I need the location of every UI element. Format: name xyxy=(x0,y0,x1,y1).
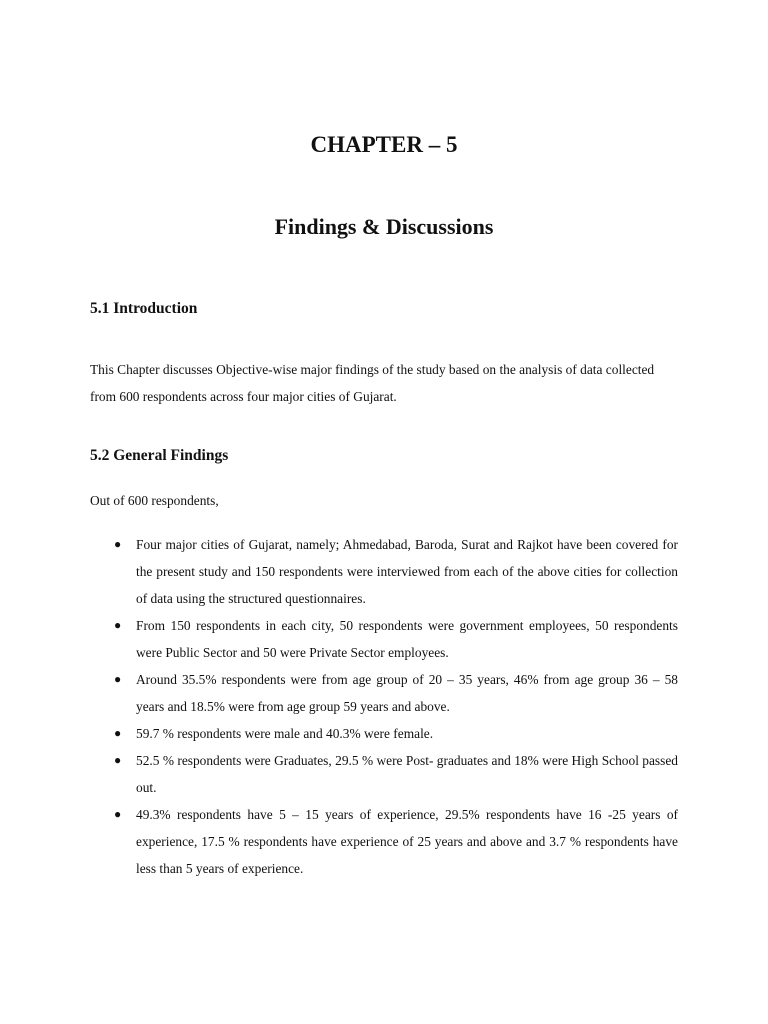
list-item xyxy=(90,531,678,612)
bullet-icon: ● xyxy=(114,618,122,632)
bullet-icon: ● xyxy=(114,726,122,740)
list-item xyxy=(90,612,678,666)
list-item xyxy=(90,720,678,747)
general-findings-lead: Out of 600 respondents, xyxy=(90,493,219,508)
section-heading-introduction: 5.1 Introduction xyxy=(90,300,198,317)
list-item xyxy=(90,747,678,801)
bullet-icon: ● xyxy=(114,537,122,551)
list-item-text: Four major cities of Gujarat, namely; Ahmedabad, Baroda, Surat and Rajkot have been covered for the present study and 150 respondents were interviewed from each of the above cities for collection of data using the structured questionnaires. xyxy=(136,537,678,606)
list-item xyxy=(90,666,678,720)
list-item-text: From 150 respondents in each city, 50 respondents were government employees, 50 respondents were Public Sector and 50 were Private Sector employees. xyxy=(136,618,678,660)
section-heading-general-findings: 5.2 General Findings xyxy=(90,447,229,464)
list-item-text: Around 35.5% respondents were from age group of 20 – 35 years, 46% from age group 36 – 58 years and 18.5% were from age group 59 years and above. xyxy=(136,672,678,714)
bullet-icon: ● xyxy=(114,807,122,821)
bullet-icon: ● xyxy=(114,672,122,686)
list-item xyxy=(90,801,678,882)
bullet-icon: ● xyxy=(114,753,122,767)
list-item-text: 49.3% respondents have 5 – 15 years of experience, 29.5% respondents have 16 -25 years of experience, 17.5 % respondents have experience of 25 years and above and 3.7 % respondents have less than 5 years of experience. xyxy=(136,807,678,876)
list-item-text: 52.5 % respondents were Graduates, 29.5 % were Post- graduates and 18% were High School passed out. xyxy=(136,753,678,795)
introduction-paragraph: This Chapter discusses Objective-wise major findings of the study based on the analysis of data collected from 600 respondents across four major cities of Gujarat. xyxy=(90,362,655,404)
findings-list xyxy=(90,531,678,882)
list-item-text: 59.7 % respondents were male and 40.3% were female. xyxy=(136,726,434,741)
chapter-title: CHAPTER – 5 xyxy=(310,132,458,157)
chapter-subtitle: Findings & Discussions xyxy=(274,214,494,239)
